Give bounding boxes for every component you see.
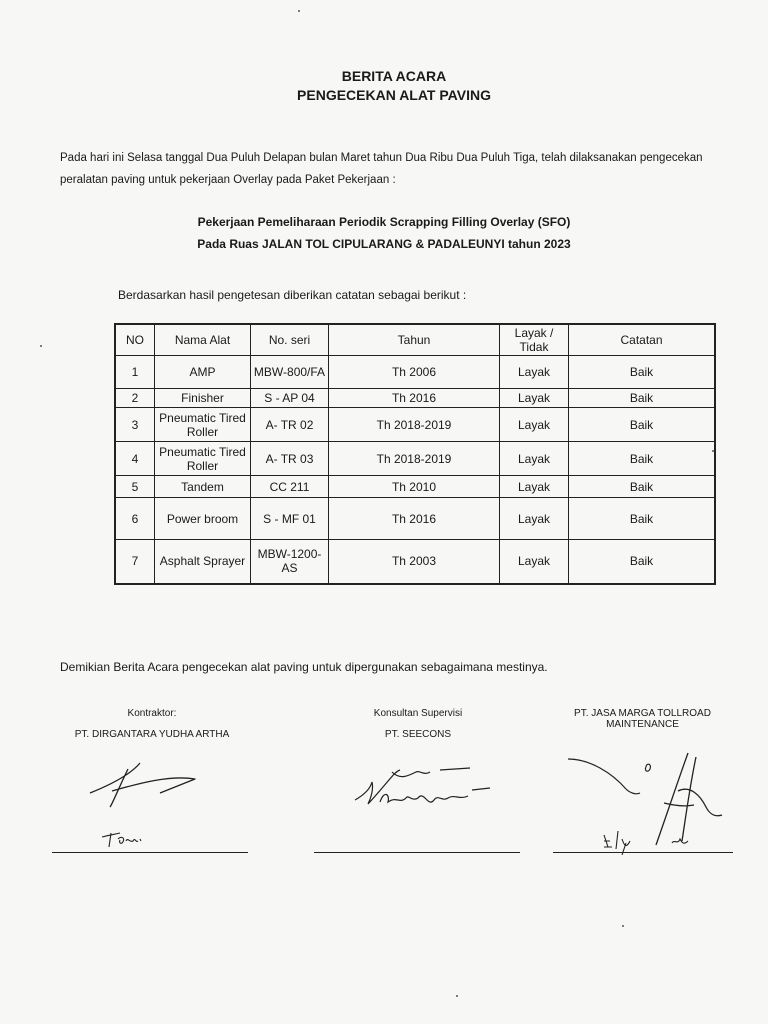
document-subtitle: PENGECEKAN ALAT PAVING [297,87,491,103]
equipment-table [114,323,716,585]
contractor-signature-block [62,708,242,740]
scan-speck [712,450,714,452]
header-catatan: Catatan [569,324,716,356]
cell-tahun: Th 2010 [329,476,500,498]
cell-no: 7 [115,540,155,584]
intro-paragraph: Pada hari ini Selasa tanggal Dua Puluh Delapan bulan Maret tahun Dua Ribu Dua Puluh Tiga, telah dilaksanakan pengecekan peralatan paving untuk pekerjaan Overlay pada Paket Pekerjaan : [60,152,703,186]
cell-layak: Layak [500,356,569,389]
cell-seri: MBW-800/FA [251,356,329,389]
supervisor-signature-block [338,708,498,740]
table-row [115,408,715,442]
table-row [115,476,715,498]
cell-no: 5 [115,476,155,498]
cell-seri: A- TR 02 [251,408,329,442]
header-no: NO [115,324,155,356]
cell-seri: A- TR 03 [251,442,329,476]
scan-speck [622,925,624,927]
cell-nama: Pneumatic Tired Roller [155,442,251,476]
closing-statement: Demikian Berita Acara pengecekan alat paving untuk dipergunakan sebagaimana mestinya. [60,660,548,674]
cell-tahun: Th 2003 [329,540,500,584]
cell-seri: CC 211 [251,476,329,498]
cell-nama: Power broom [155,498,251,540]
cell-catatan: Baik [569,540,716,584]
cell-seri: S - MF 01 [251,498,329,540]
cell-nama: Asphalt Sprayer [155,540,251,584]
cell-tahun: Th 2016 [329,498,500,540]
cell-catatan: Baik [569,442,716,476]
cell-layak: Layak [500,389,569,408]
cell-nama: Tandem [155,476,251,498]
scan-speck [298,10,300,12]
cell-nama: Finisher [155,389,251,408]
cell-catatan: Baik [569,498,716,540]
supervisor-signature-line [314,852,520,853]
table-row [115,442,715,476]
table-header-row [115,324,715,356]
supervisor-org: PT. SEECONS [384,729,452,740]
cell-catatan: Baik [569,389,716,408]
cell-catatan: Baik [569,408,716,442]
contractor-role: Kontraktor: [127,708,177,719]
document-title: BERITA ACARA [341,68,447,84]
cell-seri: S - AP 04 [251,389,329,408]
cell-layak: Layak [500,498,569,540]
contractor-signature-line [52,852,248,853]
table-row [115,540,715,584]
cell-catatan: Baik [569,476,716,498]
owner-org: PT. JASA MARGA TOLLROAD MAINTENANCE [574,708,711,730]
cell-no: 1 [115,356,155,389]
cell-no: 2 [115,389,155,408]
cell-tahun: Th 2018-2019 [329,442,500,476]
owner-signature-block [560,708,725,730]
table-row [115,356,715,389]
project-location: Pada Ruas JALAN TOL CIPULARANG & PADALEUNYI tahun 2023 [197,237,571,251]
scan-speck [456,995,458,997]
cell-layak: Layak [500,540,569,584]
owner-signature-image [560,745,730,855]
cell-no: 6 [115,498,155,540]
cell-nama: Pneumatic Tired Roller [155,408,251,442]
table-row [115,389,715,408]
project-name: Pekerjaan Pemeliharaan Periodik Scrapping Filling Overlay (SFO) [197,215,571,229]
supervisor-role: Konsultan Supervisi [373,708,463,719]
cell-nama: AMP [155,356,251,389]
supervisor-signature-image [350,760,510,820]
cell-tahun: Th 2018-2019 [329,408,500,442]
cell-tahun: Th 2016 [329,389,500,408]
scan-speck [40,345,42,347]
contractor-org: PT. DIRGANTARA YUDHA ARTHA [74,729,230,740]
table-intro: Berdasarkan hasil pengetesan diberikan catatan sebagai berikut : [118,288,467,302]
cell-no: 3 [115,408,155,442]
owner-signature-line [553,852,733,853]
header-nama-alat: Nama Alat [155,324,251,356]
cell-catatan: Baik [569,356,716,389]
cell-layak: Layak [500,442,569,476]
contractor-signature-image [80,755,230,855]
cell-seri: MBW-1200-AS [251,540,329,584]
header-layak: Layak / Tidak [500,324,569,356]
cell-no: 4 [115,442,155,476]
cell-layak: Layak [500,476,569,498]
table-row [115,498,715,540]
cell-tahun: Th 2006 [329,356,500,389]
cell-layak: Layak [500,408,569,442]
header-tahun: Tahun [329,324,500,356]
header-no-seri: No. seri [251,324,329,356]
